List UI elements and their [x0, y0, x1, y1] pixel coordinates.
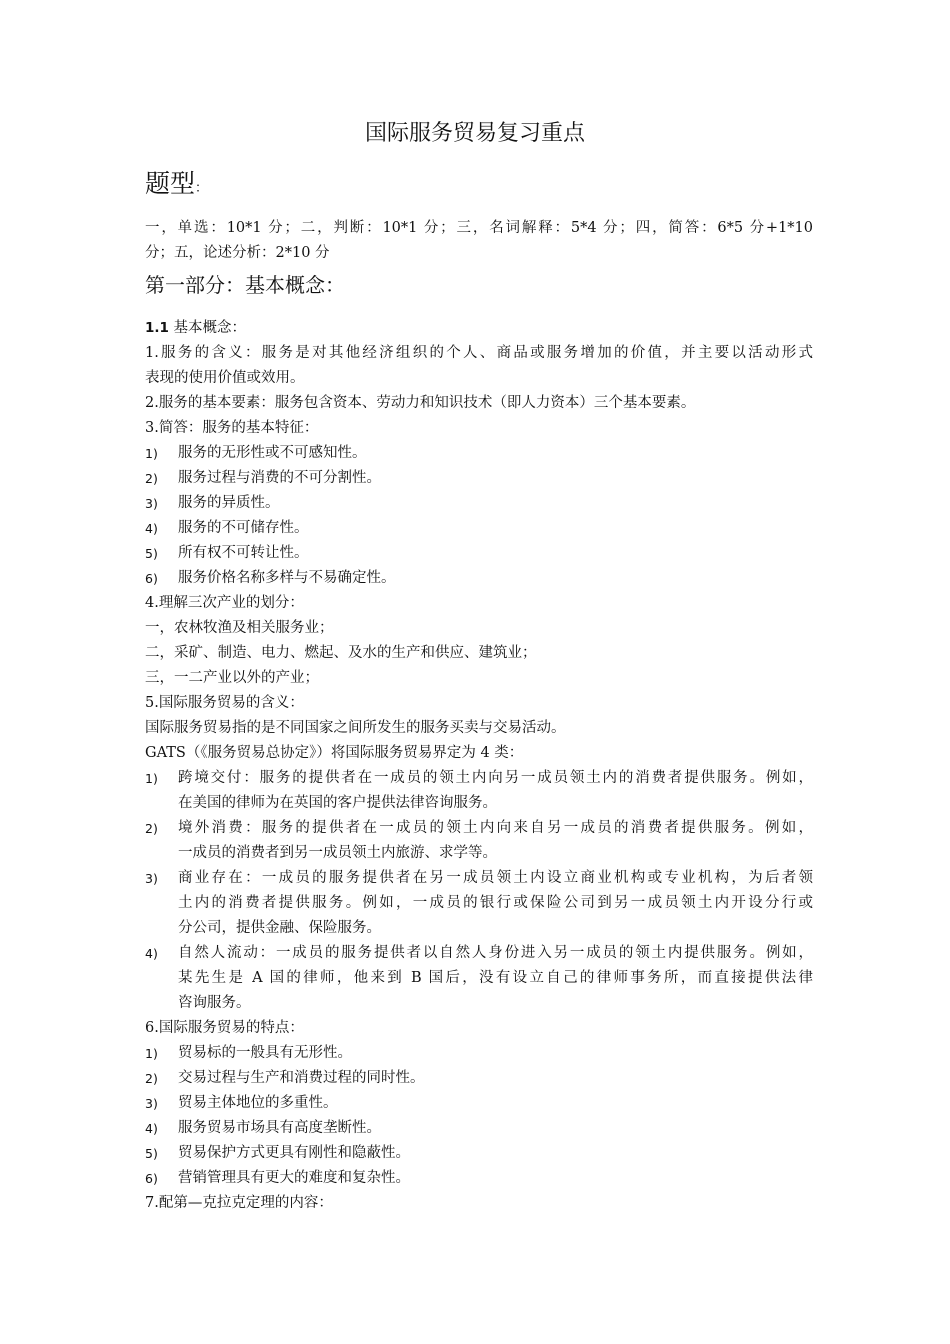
- question-type-heading-colon: ：: [195, 181, 209, 196]
- list-item: [145, 941, 813, 1016]
- service-definition-line: 表现的使用价值或效用。: [145, 370, 305, 386]
- list-text-line: 境外消费：服务的提供者在一成员的领土内向来自另一成员的消费者提供服务。例如，: [178, 820, 813, 836]
- list-text-line: 跨境交付：服务的提供者在一成员的领土内向另一成员领土内的消费者提供服务。例如，: [178, 770, 813, 786]
- list-item: [145, 466, 813, 491]
- question-type-heading-text: 题型: [145, 169, 196, 198]
- list-item: [145, 866, 813, 941]
- petty-clark-heading: 7.配第—克拉克定理的内容：: [145, 1195, 333, 1211]
- list-item: [145, 1066, 813, 1091]
- trade-definition-heading: 5.国际服务贸易的含义：: [145, 695, 304, 711]
- list-text: 贸易标的一般具有无形性。: [178, 1045, 352, 1061]
- document-body: [145, 316, 813, 1216]
- list-number: 2): [145, 471, 158, 486]
- list-text: [178, 766, 813, 816]
- section-heading-1-1: [145, 316, 813, 341]
- industry-division-line: 一，农林牧渔及相关服务业；: [145, 620, 334, 636]
- list-text: 服务的异质性。: [178, 495, 280, 511]
- list-item: [145, 1116, 813, 1141]
- list-text: 服务的不可储存性。: [178, 520, 309, 536]
- list-text-line: 自然人流动：一成员的服务提供者以自然人身份进入另一成员的领土内提供服务。例如，: [178, 945, 813, 961]
- service-definition-line: 1.服务的含义：服务是对其他经济组织的个人、商品或服务增加的价值，并主要以活动形式: [145, 345, 813, 361]
- industry-division-line: 二，采矿、制造、电力、燃起、及水的生产和供应、建筑业；: [145, 645, 537, 661]
- list-number: 3): [145, 1096, 158, 1111]
- list-number: 2): [145, 821, 158, 836]
- list-text-line: 土内的消费者提供服务。例如，一成员的银行或保险公司到另一成员领土内开设分行或: [178, 895, 813, 911]
- part-one-heading: 第一部分：基本概念：: [145, 273, 345, 297]
- industry-division-line: 三，一二产业以外的产业；: [145, 670, 319, 686]
- trade-features-heading: 6.国际服务贸易的特点：: [145, 1020, 304, 1036]
- section-label: 基本概念：: [173, 320, 247, 336]
- service-elements: 2.服务的基本要素：服务包含资本、劳动力和知识技术（即人力资本）三个基本要素。: [145, 395, 696, 411]
- list-number: 2): [145, 1071, 158, 1086]
- list-text: [178, 866, 813, 941]
- list-number: 1): [145, 771, 158, 786]
- exam-format-paragraph: [145, 216, 813, 266]
- list-item: [145, 441, 813, 466]
- list-text: 服务过程与消费的不可分割性。: [178, 470, 381, 486]
- list-item: [145, 541, 813, 566]
- list-item: [145, 1166, 813, 1191]
- list-text-line: 在美国的律师为在英国的客户提供法律咨询服务。: [178, 795, 497, 811]
- list-number: 1): [145, 446, 158, 461]
- gats-classification: GATS（《服务贸易总协定》）将国际服务贸易界定为 4 类：: [145, 745, 524, 761]
- list-text: 服务贸易市场具有高度垄断性。: [178, 1120, 381, 1136]
- industry-division-heading: 4.理解三次产业的划分：: [145, 595, 304, 611]
- list-text: 服务价格名称多样与不易确定性。: [178, 570, 396, 586]
- exam-format-line: 分；五，论述分析：2*10 分: [145, 245, 330, 261]
- list-item: [145, 516, 813, 541]
- list-text: 营销管理具有更大的难度和复杂性。: [178, 1170, 410, 1186]
- list-number: 6): [145, 571, 158, 586]
- list-number: 3): [145, 496, 158, 511]
- exam-format-line: 一，单选：10*1 分；二，判断：10*1 分；三，名词解释：5*4 分；四，简答：6*5 分+1*10: [145, 220, 813, 236]
- list-item: [145, 1091, 813, 1116]
- list-text: [178, 816, 813, 866]
- list-number: 6): [145, 1171, 158, 1186]
- list-text-line: 商业存在：一成员的服务提供者在另一成员领土内设立商业机构或专业机构，为后者领: [178, 870, 813, 886]
- list-text: 贸易主体地位的多重性。: [178, 1095, 338, 1111]
- list-text-line: 咨询服务。: [178, 995, 251, 1011]
- list-text: [178, 941, 813, 1016]
- list-number: 1): [145, 1046, 158, 1061]
- list-text-line: 分公司，提供金融、保险服务。: [178, 920, 381, 936]
- trade-definition-text: 国际服务贸易指的是不同国家之间所发生的服务买卖与交易活动。: [145, 720, 566, 736]
- list-text: 贸易保护方式更具有刚性和隐蔽性。: [178, 1145, 410, 1161]
- service-characteristics-heading: 3.简答：服务的基本特征：: [145, 420, 319, 436]
- list-item: [145, 1041, 813, 1066]
- list-item: [145, 816, 813, 866]
- list-text: 交易过程与生产和消费过程的同时性。: [178, 1070, 425, 1086]
- question-type-heading: [145, 166, 208, 207]
- list-number: 4): [145, 946, 158, 961]
- list-text: 服务的无形性或不可感知性。: [178, 445, 367, 461]
- list-number: 4): [145, 1121, 158, 1136]
- section-number: 1.1: [145, 320, 169, 336]
- list-item: [145, 566, 813, 591]
- list-text-line: 某先生是 A 国的律师，他来到 B 国后，没有设立自己的律师事务所，而直接提供法律: [178, 970, 813, 986]
- document-title: 国际服务贸易复习重点: [364, 121, 585, 146]
- list-number: 5): [145, 1146, 158, 1161]
- list-item: [145, 1141, 813, 1166]
- list-number: 3): [145, 871, 158, 886]
- list-text: 所有权不可转让性。: [178, 545, 309, 561]
- list-item: [145, 766, 813, 816]
- list-number: 5): [145, 546, 158, 561]
- list-number: 4): [145, 521, 158, 536]
- list-text-line: 一成员的消费者到另一成员领土内旅游、求学等。: [178, 845, 497, 861]
- list-item: [145, 491, 813, 516]
